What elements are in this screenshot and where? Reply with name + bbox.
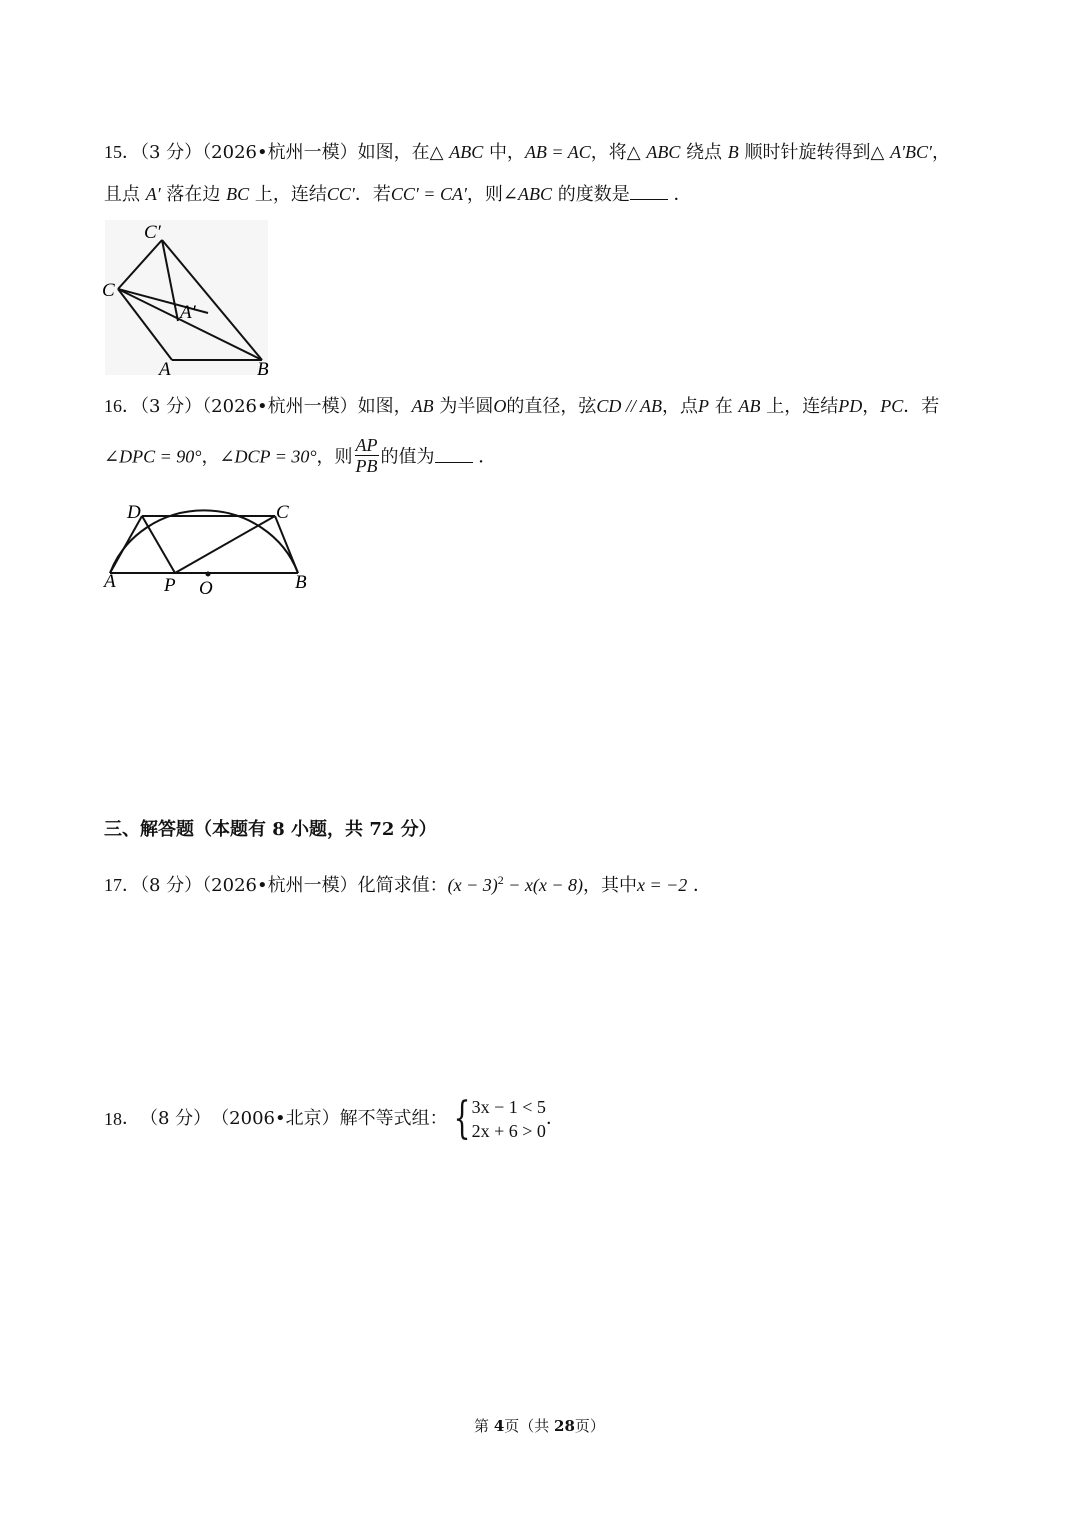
- q15-math: CC′ = CA′: [390, 184, 467, 204]
- q15-math: ABC: [449, 142, 484, 162]
- q16-math: ∠DCP = 30°: [219, 446, 317, 467]
- q15-math: ABC: [517, 184, 552, 204]
- q16-label-d: D: [127, 502, 141, 523]
- q18-number: 18: [104, 1109, 122, 1129]
- q16-text: 为半圆: [439, 396, 494, 417]
- q16-segment-b-c: [275, 516, 298, 573]
- q15-label-b: B: [257, 359, 269, 380]
- q15-text: 且点: [104, 184, 140, 205]
- q15-label-a: A: [159, 359, 171, 380]
- q15-line-2: [104, 182, 691, 207]
- q15-text: 落在边: [166, 184, 221, 205]
- q17-math: x = −2: [637, 875, 688, 895]
- q16-score: （3 分）: [140, 396, 203, 417]
- q16-text: ．: [478, 446, 497, 468]
- q16-fraction-numerator: AP: [355, 435, 378, 455]
- q15-text: ．若: [354, 184, 391, 205]
- q15-label-c: C: [102, 280, 115, 301]
- q15-number: 15: [104, 142, 122, 162]
- q18-system-rows: [472, 1095, 546, 1143]
- q16-line-2: [104, 437, 496, 478]
- q16-segment-d-p: [142, 516, 175, 573]
- q18-score: （8 分）: [140, 1108, 212, 1129]
- q15-math: A′BC′: [890, 142, 932, 162]
- q15-label-a-prime: A′: [180, 302, 196, 323]
- q16-source: （2026•杭州一模）: [202, 396, 358, 417]
- q15-text: 如图，在△: [357, 142, 444, 163]
- q15-text: ，将△: [590, 142, 641, 163]
- q16-label-c: C: [276, 502, 289, 523]
- q18-source: （2006•北京）: [211, 1108, 340, 1129]
- q15-label-c-prime: C′: [144, 222, 161, 243]
- q18-line: 18 ． （8 分） （2006•北京） 解不等式组： { 3x − 1 < 5 2x + 6 > 0 ．: [104, 1093, 564, 1144]
- q16-label-o: O: [199, 578, 213, 599]
- q15-text: ，: [931, 142, 950, 163]
- q18-text: ．: [545, 1108, 564, 1129]
- page-footer: [0, 1415, 1079, 1436]
- q16-answer-blank: [435, 446, 473, 463]
- q16-segment-c-p: [175, 516, 275, 573]
- q15-text: ．: [673, 184, 692, 205]
- q15-source: （2026•杭州一模）: [202, 142, 358, 163]
- section-3-heading: 三、解答题（本题有 8 小题，共 72 分）: [104, 819, 437, 840]
- q15-figure: [100, 215, 280, 380]
- q15-text: 的度数是: [557, 184, 630, 205]
- q16-text: ，点: [662, 396, 699, 417]
- q16-math: PD: [838, 396, 863, 416]
- q17-score: （8 分）: [140, 875, 203, 896]
- q15-text: 上，连结: [254, 184, 327, 205]
- q18-inequality-1: 3x − 1 < 5: [471, 1097, 546, 1117]
- footer-page-number: 4: [493, 1417, 505, 1435]
- footer-text: 第: [474, 1417, 494, 1435]
- q15-text: ，则∠: [466, 184, 518, 205]
- q16-text: 的直径，弦: [506, 396, 597, 417]
- q15-math: CC′: [326, 184, 355, 204]
- q16-text: ，: [201, 446, 220, 468]
- q17-number: 17: [104, 875, 122, 895]
- q16-math: AB: [738, 396, 761, 416]
- q15-math: A′: [145, 184, 161, 204]
- q17-exponent: 2: [497, 873, 504, 887]
- q16-text: 如图，: [357, 396, 412, 417]
- q17-source: （2026•杭州一模）: [202, 875, 358, 896]
- q16-fraction: [355, 435, 379, 476]
- footer-total-pages: 28: [554, 1417, 575, 1435]
- q15-text: 顺时针旋转得到△: [744, 142, 885, 163]
- q16-label-b: B: [295, 572, 307, 593]
- q15-line-1: 15．（3 分）（2026•杭州一模）如图，在△ ABC 中，AB = AC，将△ ABC 绕点 B 顺时针旋转得到△ A′BC′，: [104, 142, 950, 163]
- q16-text: ．若: [903, 396, 940, 417]
- footer-text: 页）: [574, 1417, 605, 1435]
- q17-text: ，其中: [583, 875, 638, 896]
- q18-inequality-2: 2x + 6 > 0: [471, 1121, 546, 1141]
- q15-text: 中，: [488, 142, 525, 163]
- q16-text: ，: [862, 396, 881, 417]
- q18-inequality-system: [448, 1095, 546, 1143]
- q16-line-1: 16．（3 分）（2026•杭州一模）如图，AB 为半圆O的直径，弦CD // AB，点P 在 AB 上，连结PD，PC．若: [104, 396, 940, 417]
- q15-answer-blank: [630, 183, 668, 200]
- q16-figure: [100, 478, 325, 603]
- q15-math: AB = AC: [524, 142, 591, 162]
- q18-text: 解不等式组：: [339, 1108, 448, 1129]
- q15-text: 绕点: [686, 142, 723, 163]
- q16-math: PC: [880, 396, 904, 416]
- q16-segment-a-d: [110, 516, 142, 573]
- q17-text: ．: [693, 875, 712, 896]
- q15-score: （3 分）: [140, 142, 203, 163]
- q15-math: ABC: [646, 142, 681, 162]
- q17-line: 17．（8 分）（2026•杭州一模）化简求值：$(x - 3)^2 - x(x - 8)$，其中x = −2 ．: [104, 873, 712, 896]
- q17-text: 化简求值：: [357, 875, 448, 896]
- q16-label-a: A: [104, 571, 116, 592]
- q16-text: 上，连结: [766, 396, 839, 417]
- q16-text: 在: [714, 396, 733, 417]
- q16-text: 的值为: [380, 446, 435, 468]
- q15-math: B: [727, 142, 739, 162]
- q16-math: CD // AB: [596, 396, 663, 416]
- q17-math: (x − 3): [447, 875, 498, 895]
- q16-number: 16: [104, 396, 122, 416]
- q16-text: ，则: [316, 446, 353, 468]
- q16-center-point: [206, 572, 211, 577]
- q16-math: ∠DPC = 90°: [104, 446, 202, 467]
- q16-fraction-denominator: PB: [355, 456, 378, 476]
- q17-math: − x(x − 8): [503, 875, 584, 895]
- q18-brace: {: [453, 1093, 471, 1144]
- q16-math: O: [493, 396, 507, 416]
- q16-math: AB: [411, 396, 434, 416]
- q16-label-p: P: [164, 575, 176, 596]
- q16-math: P: [698, 396, 710, 416]
- q15-math: BC: [226, 184, 250, 204]
- footer-text: 页（共: [504, 1417, 555, 1435]
